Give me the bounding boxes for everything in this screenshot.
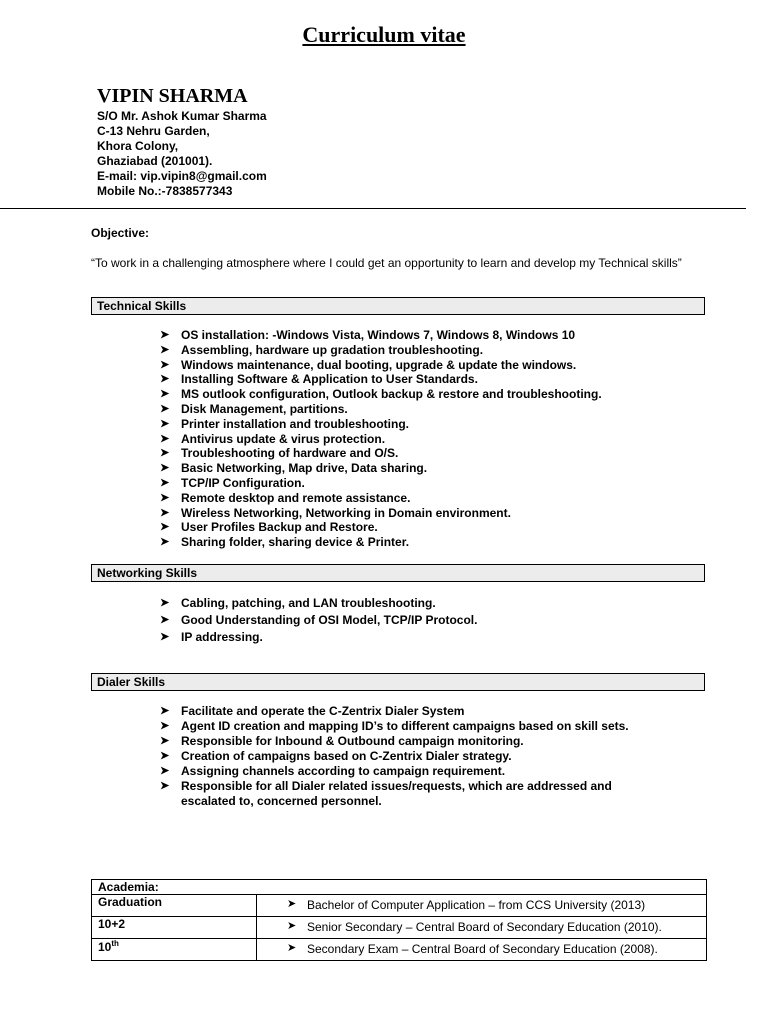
- arrow-bullet-icon: ➤: [160, 373, 170, 386]
- list-item: ➤ User Profiles Backup and Restore.: [160, 520, 378, 535]
- arrow-bullet-icon: ➤: [160, 388, 170, 401]
- list-item: ➤ OS installation: -Windows Vista, Windows 7, Windows 8, Windows 10: [160, 328, 576, 342]
- header-divider: [0, 208, 746, 209]
- candidate-name: VIPIN SHARMA: [97, 85, 248, 107]
- arrow-bullet-icon: ➤: [160, 447, 170, 460]
- arrow-bullet-icon: ➤: [160, 597, 170, 609]
- arrow-bullet-icon: ➤: [160, 614, 170, 626]
- contact-address-line-2: Khora Colony,: [97, 139, 179, 153]
- academia-label: 10+2: [92, 917, 257, 939]
- contact-father: S/O Mr. Ashok Kumar Sharma: [97, 109, 267, 123]
- arrow-bullet-icon: ➤: [160, 462, 170, 475]
- table-header-row: [92, 880, 707, 895]
- arrow-bullet-icon: ➤: [287, 898, 297, 910]
- list-item: ➤ Responsible for all Dialer related issues/requests, which are addressed and escalated to, concerned personnel.: [160, 779, 612, 808]
- list-item: ➤ IP addressing.: [160, 630, 263, 644]
- arrow-bullet-icon: ➤: [160, 491, 170, 504]
- list-item: ➤ Assigning channels according to campaign requirement.: [160, 764, 506, 778]
- list-item: ➤ Troubleshooting of hardware and O/S.: [160, 446, 399, 461]
- academia-label: Graduation: [92, 895, 257, 917]
- dialer-skills-heading: Dialer Skills: [91, 673, 705, 691]
- academia-value: ➤ Bachelor of Computer Application – from CCS University (2013): [257, 895, 707, 917]
- list-item: ➤ TCP/IP Configuration.: [160, 475, 305, 490]
- arrow-bullet-icon: ➤: [160, 631, 170, 643]
- contact-email: E-mail: vip.vipin8@gmail.com: [97, 169, 267, 183]
- list-item: ➤ Remote desktop and remote assistance.: [160, 490, 411, 505]
- list-item: ➤ Creation of campaigns based on C-Zentrix Dialer strategy.: [160, 749, 512, 763]
- arrow-bullet-icon: ➤: [160, 343, 170, 356]
- contact-mobile: Mobile No.:-7838577343: [97, 184, 233, 198]
- contact-address-line-1: C-13 Nehru Garden,: [97, 124, 210, 138]
- arrow-bullet-icon: ➤: [160, 536, 170, 549]
- academia-heading: Academia:: [92, 880, 707, 895]
- academia-value: ➤ Secondary Exam – Central Board of Secondary Education (2008).: [257, 939, 707, 961]
- arrow-bullet-icon: ➤: [160, 765, 170, 777]
- arrow-bullet-icon: ➤: [160, 358, 170, 371]
- academia-table: [91, 879, 707, 961]
- list-item: ➤ Disk Management, partitions.: [160, 401, 348, 416]
- networking-skills-list: [160, 595, 477, 646]
- arrow-bullet-icon: ➤: [160, 705, 170, 717]
- list-item: ➤ Installing Software & Application to User Standards.: [160, 372, 478, 387]
- technical-skills-list: [160, 328, 602, 550]
- arrow-bullet-icon: ➤: [160, 329, 170, 341]
- list-item: ➤ Antivirus update & virus protection.: [160, 431, 386, 446]
- arrow-bullet-icon: ➤: [160, 432, 170, 445]
- arrow-bullet-icon: ➤: [160, 402, 170, 415]
- table-row: [92, 895, 707, 917]
- list-item: ➤ Good Understanding of OSI Model, TCP/IP Protocol.: [160, 613, 478, 627]
- academia-label: 10th: [92, 939, 257, 961]
- arrow-bullet-icon: ➤: [160, 780, 170, 792]
- academia-value: ➤ Senior Secondary – Central Board of Secondary Education (2010).: [257, 917, 707, 939]
- contact-block: [97, 109, 267, 199]
- list-item: ➤ Cabling, patching, and LAN troubleshooting.: [160, 596, 436, 610]
- arrow-bullet-icon: ➤: [160, 417, 170, 430]
- list-item: ➤ MS outlook configuration, Outlook backup & restore and troubleshooting.: [160, 387, 602, 402]
- list-item: ➤ Basic Networking, Map drive, Data sharing.: [160, 461, 428, 476]
- technical-skills-heading: Technical Skills: [91, 297, 705, 315]
- objective-heading: Objective:: [91, 226, 150, 240]
- list-item: ➤ Facilitate and operate the C-Zentrix Dialer System: [160, 704, 465, 718]
- ordinal-suffix: th: [111, 939, 119, 948]
- list-item: ➤ Responsible for Inbound & Outbound campaign monitoring.: [160, 734, 524, 748]
- table-row: [92, 917, 707, 939]
- arrow-bullet-icon: ➤: [160, 720, 170, 732]
- contact-address-line-3: Ghaziabad (201001).: [97, 154, 213, 168]
- dialer-skills-list: [160, 704, 651, 809]
- list-item: ➤ Printer installation and troubleshooting.: [160, 416, 410, 431]
- arrow-bullet-icon: ➤: [160, 476, 170, 489]
- list-item: ➤ Wireless Networking, Networking in Domain environment.: [160, 505, 511, 520]
- table-row: [92, 939, 707, 961]
- list-item: ➤ Sharing folder, sharing device & Printer.: [160, 535, 410, 550]
- arrow-bullet-icon: ➤: [160, 735, 170, 747]
- document-title: Curriculum vitae: [302, 22, 466, 47]
- list-item: ➤ Agent ID creation and mapping ID’s to different campaigns based on skill sets.: [160, 719, 629, 733]
- arrow-bullet-icon: ➤: [160, 506, 170, 519]
- list-item: ➤ Assembling, hardware up gradation troubleshooting.: [160, 342, 484, 357]
- objective-text: “To work in a challenging atmosphere where I could get an opportunity to learn and develop my Technical skills”: [91, 256, 682, 270]
- arrow-bullet-icon: ➤: [160, 521, 170, 534]
- arrow-bullet-icon: ➤: [287, 942, 297, 954]
- networking-skills-heading: Networking Skills: [91, 564, 705, 582]
- list-item: ➤ Windows maintenance, dual booting, upgrade & update the windows.: [160, 357, 577, 372]
- arrow-bullet-icon: ➤: [160, 750, 170, 762]
- arrow-bullet-icon: ➤: [287, 920, 297, 932]
